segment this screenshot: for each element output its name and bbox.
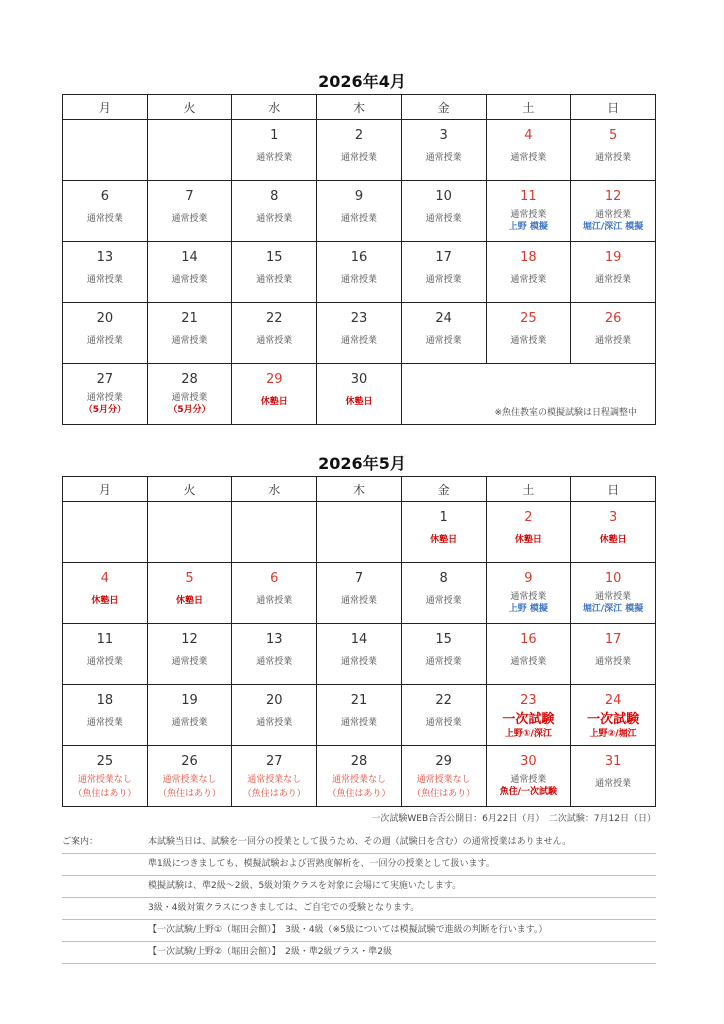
day-event: 通常授業	[510, 657, 547, 667]
day-number: 11	[520, 189, 537, 204]
empty-day-cell	[63, 120, 148, 181]
day-cell	[63, 685, 148, 746]
day-cell	[317, 242, 402, 303]
day-cell	[486, 624, 571, 685]
exam-venue-label: 上野②/堀江	[589, 729, 637, 739]
day-cell	[147, 685, 232, 746]
day-cell	[232, 181, 317, 242]
day-number: 26	[181, 754, 198, 769]
day-event: 通常授業	[171, 214, 208, 224]
week-row	[63, 563, 656, 624]
mock-exam-label: 上野 模擬	[508, 222, 548, 232]
day-number: 17	[604, 632, 622, 647]
mock-exam-label: 堀江/深江 模擬	[582, 222, 644, 232]
day-cell	[317, 120, 402, 181]
day-event: 通常授業	[595, 779, 632, 789]
uozumi-note: （魚住はあり）	[327, 789, 391, 799]
day-number: 18	[96, 693, 114, 708]
empty-day-cell	[317, 502, 402, 563]
day-cell	[401, 181, 486, 242]
day-number: 7	[185, 189, 194, 204]
day-event: 通常授業	[340, 718, 377, 728]
week-row	[63, 624, 656, 685]
guide-line: 模擬試験は、準2級〜2級、5級対策クラスを対象に会場にて実施いたします。	[148, 881, 462, 891]
day-event: 通常授業	[86, 718, 123, 728]
day-number: 23	[520, 693, 537, 708]
day-event: 通常授業	[340, 275, 377, 285]
day-cell	[147, 746, 232, 807]
day-event: 通常授業	[256, 657, 293, 667]
note-cell	[401, 364, 655, 425]
day-number: 18	[520, 250, 537, 265]
day-number: 20	[265, 693, 283, 708]
empty-day-cell	[63, 502, 148, 563]
day-number: 16	[350, 250, 368, 265]
day-number: 29	[435, 754, 452, 769]
day-number: 4	[524, 128, 533, 143]
day-cell	[232, 303, 317, 364]
day-cell	[486, 303, 571, 364]
day-event: 通常授業	[340, 153, 377, 163]
guide-row	[62, 898, 656, 920]
day-event: 通常授業	[86, 275, 123, 285]
day-number: 4	[100, 571, 109, 586]
day-cell	[401, 303, 486, 364]
day-event: 通常授業	[510, 153, 547, 163]
day-cell	[401, 746, 486, 807]
day-number: 27	[265, 754, 283, 769]
weekday-header: 月	[63, 95, 148, 120]
day-number: 25	[96, 754, 114, 769]
day-number: 25	[520, 311, 537, 326]
day-number: 20	[96, 311, 114, 326]
day-number: 14	[181, 250, 198, 265]
day-cell	[232, 120, 317, 181]
guide-line: 本試験当日は、試験を一回分の授業として扱うため、その週（試験日を含む）の通常授業はありません。	[148, 837, 572, 847]
day-cell	[486, 120, 571, 181]
closed-day-label: 休塾日	[345, 397, 373, 407]
no-class-label: 通常授業なし	[416, 775, 471, 785]
day-cell	[147, 624, 232, 685]
day-cell	[63, 303, 148, 364]
day-number: 15	[265, 250, 283, 265]
exam-venue-label: 上野①/深江	[504, 729, 552, 739]
first-exam-label: 一次試験	[502, 712, 555, 727]
day-cell	[401, 120, 486, 181]
day-event: 通常授業	[256, 336, 293, 346]
day-cell	[486, 746, 571, 807]
day-event: 通常授業	[171, 336, 208, 346]
day-event: 通常授業	[425, 718, 462, 728]
day-number: 19	[181, 693, 198, 708]
weekday-header: 木	[317, 95, 402, 120]
no-class-label: 通常授業なし	[162, 775, 217, 785]
day-number: 6	[270, 571, 279, 586]
week-row	[63, 242, 656, 303]
day-cell	[317, 563, 402, 624]
day-cell	[317, 364, 402, 425]
no-class-label: 通常授業なし	[247, 775, 302, 785]
day-event: 通常授業	[340, 657, 377, 667]
weekday-header: 木	[317, 477, 402, 502]
empty-day-cell	[232, 502, 317, 563]
day-cell	[232, 624, 317, 685]
day-event: 通常授業	[340, 336, 377, 346]
day-number: 2	[354, 128, 364, 143]
week-row	[63, 181, 656, 242]
day-cell	[401, 502, 486, 563]
day-event: 通常授業	[510, 775, 547, 785]
day-cell	[63, 624, 148, 685]
guide-row	[62, 942, 656, 964]
day-cell	[486, 563, 571, 624]
day-event: 通常授業	[86, 393, 123, 403]
weekday-header: 日	[571, 477, 656, 502]
day-number: 5	[608, 128, 618, 143]
day-event: 通常授業	[595, 657, 632, 667]
day-cell	[147, 364, 232, 425]
day-number: 28	[350, 754, 368, 769]
day-cell	[63, 181, 148, 242]
weekday-header: 火	[147, 95, 232, 120]
day-event: 通常授業	[171, 718, 208, 728]
day-cell	[571, 181, 656, 242]
day-number: 31	[604, 754, 622, 769]
day-cell	[571, 502, 656, 563]
weekday-header-row	[63, 95, 656, 120]
day-event: 通常授業	[256, 596, 293, 606]
closed-day-label: 休塾日	[260, 397, 288, 407]
day-event: 通常授業	[510, 210, 547, 220]
weekday-header: 土	[486, 95, 571, 120]
day-cell	[147, 303, 232, 364]
day-number: 12	[181, 632, 198, 647]
day-number: 6	[100, 189, 109, 204]
day-number: 16	[520, 632, 537, 647]
guide-heading: ご案内：	[62, 837, 99, 847]
day-cell	[232, 685, 317, 746]
day-cell	[401, 563, 486, 624]
day-event: 通常授業	[595, 336, 632, 346]
day-number: 3	[608, 510, 618, 525]
day-event: 通常授業	[425, 275, 462, 285]
day-cell	[401, 624, 486, 685]
day-event: 通常授業	[256, 718, 293, 728]
day-cell	[486, 685, 571, 746]
day-cell	[232, 746, 317, 807]
day-number: 5	[185, 571, 194, 586]
week-row	[63, 502, 656, 563]
guide-row	[62, 876, 656, 898]
may-calendar	[62, 476, 656, 807]
week-row	[63, 364, 656, 425]
closed-day-label: 休塾日	[514, 535, 542, 545]
day-event: 通常授業	[595, 592, 632, 602]
day-cell	[486, 181, 571, 242]
day-cell	[63, 746, 148, 807]
day-number: 27	[96, 372, 114, 387]
empty-day-cell	[147, 120, 232, 181]
day-number: 9	[354, 189, 364, 204]
day-event: 通常授業	[425, 153, 462, 163]
day-event: 通常授業	[510, 336, 547, 346]
guide-row	[62, 920, 656, 942]
day-cell	[147, 181, 232, 242]
day-event: 通常授業	[425, 336, 462, 346]
day-cell	[63, 242, 148, 303]
day-event: 通常授業	[425, 596, 462, 606]
day-cell	[232, 242, 317, 303]
weekday-header: 月	[63, 477, 148, 502]
mock-exam-note: ※魚住教室の模擬試験は日程調整中	[494, 408, 637, 418]
mock-exam-label: 堀江/深江 模擬	[582, 604, 644, 614]
day-number: 21	[181, 311, 198, 326]
no-class-label: 通常授業なし	[331, 775, 386, 785]
day-event: 通常授業	[425, 657, 462, 667]
day-cell	[317, 746, 402, 807]
day-number: 1	[270, 128, 279, 143]
week-row	[63, 685, 656, 746]
day-number: 12	[604, 189, 622, 204]
april-calendar	[62, 94, 656, 425]
day-cell	[571, 120, 656, 181]
day-cell	[571, 746, 656, 807]
day-number: 3	[439, 128, 448, 143]
day-number: 24	[435, 311, 452, 326]
day-cell	[147, 563, 232, 624]
day-cell	[232, 364, 317, 425]
day-cell	[571, 685, 656, 746]
day-number: 13	[96, 250, 114, 265]
april-title: 2026年4月	[318, 72, 406, 91]
day-number: 11	[96, 632, 114, 647]
uozumi-note: （魚住はあり）	[412, 789, 476, 799]
day-number: 7	[354, 571, 364, 586]
day-event: 通常授業	[171, 393, 208, 403]
week-row	[63, 303, 656, 364]
day-number: 23	[350, 311, 368, 326]
day-cell	[63, 563, 148, 624]
day-number: 30	[350, 372, 368, 387]
uozumi-note: （魚住はあり）	[242, 789, 306, 799]
day-number: 22	[265, 311, 283, 326]
week-row	[63, 120, 656, 181]
day-event: 通常授業	[340, 214, 377, 224]
day-cell	[571, 303, 656, 364]
closed-day-label: 休塾日	[599, 535, 627, 545]
day-number: 1	[439, 510, 448, 525]
first-exam-label: 一次試験	[587, 712, 640, 727]
may-title: 2026年5月	[318, 454, 406, 473]
day-number: 29	[265, 372, 283, 387]
closed-day-label: 休塾日	[91, 596, 119, 606]
guide-section	[62, 832, 656, 964]
may-portion-label: （5月分）	[168, 405, 211, 415]
day-event: 通常授業	[86, 214, 123, 224]
day-cell	[317, 181, 402, 242]
weekday-header: 日	[571, 95, 656, 120]
day-event: 通常授業	[171, 657, 208, 667]
exam-dates-line: 一次試験WEB合否公開日：6月22日（月） 二次試験：7月12日（日）	[371, 814, 656, 824]
day-event: 通常授業	[425, 214, 462, 224]
day-number: 30	[520, 754, 537, 769]
weekday-header: 火	[147, 477, 232, 502]
day-event: 通常授業	[86, 657, 123, 667]
guide-line: 【一次試験/上野①（堀田会館）】 3級・4級（※5級については模擬試験で進級の判断を行います。）	[148, 925, 548, 935]
day-number: 22	[435, 693, 452, 708]
day-event: 通常授業	[595, 275, 632, 285]
guide-line: 【一次試験/上野②（堀田会館）】 2級・準2級プラス・準2級	[148, 947, 393, 957]
weekday-header: 水	[232, 95, 317, 120]
day-cell	[571, 242, 656, 303]
day-number: 9	[524, 571, 533, 586]
no-class-label: 通常授業なし	[77, 775, 132, 785]
day-event: 通常授業	[510, 275, 547, 285]
day-cell	[317, 303, 402, 364]
day-cell	[571, 563, 656, 624]
day-event: 通常授業	[171, 275, 208, 285]
guide-line: 準1級につきましても、模擬試験および習熟度解析を、一回分の授業として扱います。	[148, 859, 495, 869]
day-number: 2	[524, 510, 533, 525]
day-number: 8	[270, 189, 279, 204]
day-cell	[486, 242, 571, 303]
day-number: 10	[435, 189, 452, 204]
day-number: 14	[350, 632, 368, 647]
day-cell	[147, 242, 232, 303]
day-cell	[401, 242, 486, 303]
weekday-header: 金	[401, 95, 486, 120]
day-number: 15	[435, 632, 452, 647]
weekday-header: 土	[486, 477, 571, 502]
day-event: 通常授業	[595, 153, 632, 163]
day-event: 通常授業	[86, 336, 123, 346]
guide-line: 3級・4級対策クラスにつきましては、ご自宅での受験となります。	[148, 903, 420, 913]
day-number: 8	[439, 571, 448, 586]
day-event: 通常授業	[256, 275, 293, 285]
day-number: 26	[604, 311, 622, 326]
day-cell	[571, 624, 656, 685]
day-event: 通常授業	[595, 210, 632, 220]
day-number: 21	[350, 693, 368, 708]
uozumi-exam-label: 魚住/一次試験	[499, 787, 558, 797]
day-cell	[317, 624, 402, 685]
may-portion-label: （5月分）	[83, 405, 126, 415]
empty-day-cell	[147, 502, 232, 563]
weekday-header: 水	[232, 477, 317, 502]
day-event: 通常授業	[510, 592, 547, 602]
mock-exam-label: 上野 模擬	[508, 604, 548, 614]
day-event: 通常授業	[256, 214, 293, 224]
guide-row	[62, 832, 656, 854]
week-row	[63, 746, 656, 807]
day-number: 13	[265, 632, 283, 647]
day-cell	[232, 563, 317, 624]
day-cell	[401, 685, 486, 746]
weekday-header-row	[63, 477, 656, 502]
day-cell	[486, 502, 571, 563]
uozumi-note: （魚住はあり）	[158, 789, 222, 799]
day-cell	[63, 364, 148, 425]
day-event: 通常授業	[256, 153, 293, 163]
uozumi-note: （魚住はあり）	[73, 789, 137, 799]
day-number: 24	[604, 693, 622, 708]
weekday-header: 金	[401, 477, 486, 502]
day-number: 17	[435, 250, 452, 265]
day-cell	[317, 685, 402, 746]
closed-day-label: 休塾日	[176, 596, 204, 606]
day-number: 19	[604, 250, 622, 265]
day-number: 28	[181, 372, 198, 387]
closed-day-label: 休塾日	[430, 535, 458, 545]
guide-row	[62, 854, 656, 876]
day-number: 10	[604, 571, 622, 586]
day-event: 通常授業	[340, 596, 377, 606]
